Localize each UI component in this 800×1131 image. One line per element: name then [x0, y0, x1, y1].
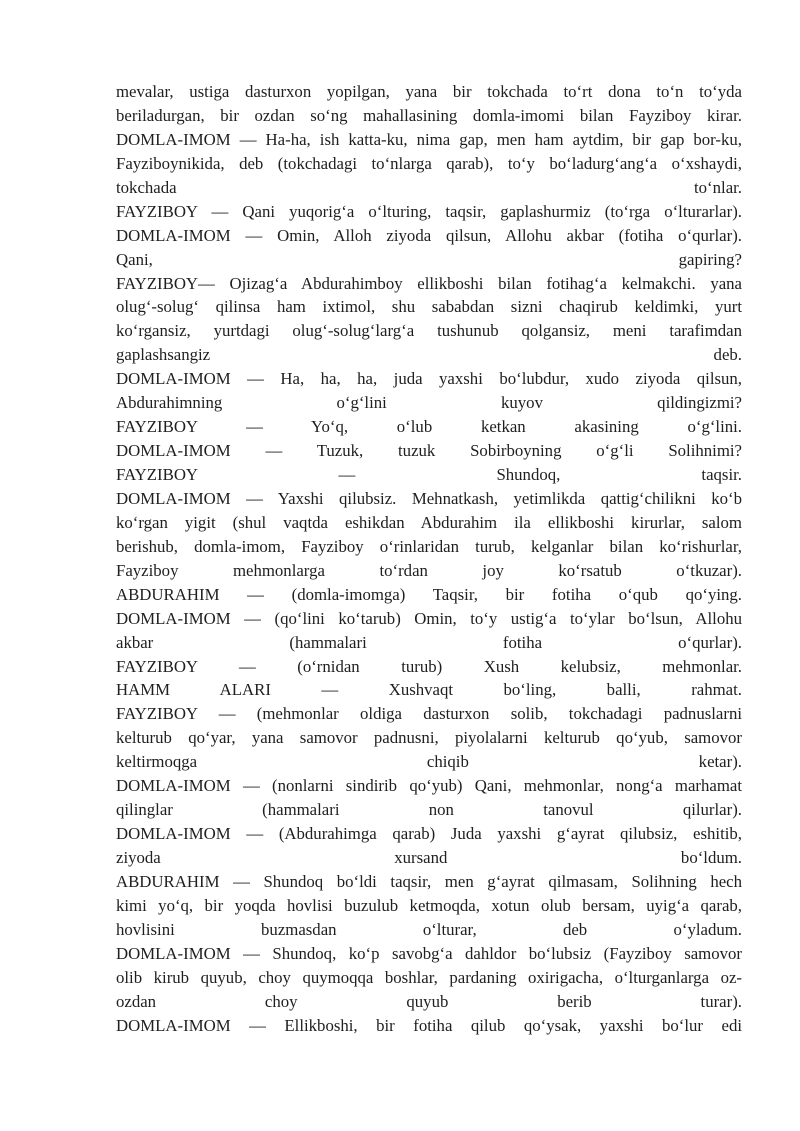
text-line: hovlisini buzmasdan o‘lturar, deb o‘yladum.: [116, 919, 742, 939]
text-line: gaplashsangiz deb.: [116, 345, 742, 365]
text-line: ziyoda xursand bo‘ldum.: [116, 848, 742, 867]
document-page: [116, 80, 742, 1038]
text-line: DOMLA-IMOM — Ha, ha, ha, juda yaxshi bo‘lubdur, xudo ziyoda qilsun,: [116, 369, 742, 389]
text-line: Fayziboynikida, deb (tokchadagi to‘nlarga qarab), to‘y bo‘ladurg‘ang‘a o‘xshaydi,: [116, 153, 742, 173]
text-line: ABDURAHIM — (domla-imomga) Taqsir, bir fotiha o‘qub qo‘ying.: [116, 584, 742, 604]
text-line: ozdan choy quyub berib turar).: [116, 991, 742, 1011]
text-line: DOMLA-IMOM — Shundoq, ko‘p savobg‘a dahldor bo‘lubsiz (Fayziboy samovor: [116, 943, 742, 963]
text-line: Qani, gapiring?: [116, 249, 742, 269]
text-line: akbar (hammalari fotiha o‘qurlar).: [116, 632, 742, 652]
text-line: kelturub qo‘yar, yana samovor padnusni, piyolalarni kelturub qo‘yub, samovor: [116, 728, 742, 748]
text-line: berishub, domla-imom, Fayziboy o‘rinlaridan turub, kelganlar bilan ko‘rishurlar,: [116, 536, 742, 556]
text-line: FAYZIBOY— Ojizag‘a Abdurahimboy ellikboshi bilan fotihag‘a kelmakchi. yana: [116, 273, 742, 293]
text-line: olug‘-solug‘ qilinsa ham ixtimol, shu sababdan sizni chaqirub keldimki, yurt: [116, 297, 742, 317]
text-line: DOMLA-IMOM — Yaxshi qilubsiz. Mehnatkash, yetimlikda qattig‘chilikni ko‘b: [116, 488, 742, 508]
text-line: DOMLA-IMOM — Ha-ha, ish katta-ku, nima gap, men ham aytdim, bir gap bor-ku,: [116, 129, 742, 149]
text-line: DOMLA-IMOM — Ellikboshi, bir fotiha qilub qo‘ysak, yaxshi bo‘lur edi: [116, 1015, 742, 1035]
text-line: HAMM ALARI — Xushvaqt bo‘ling, balli, rahmat.: [116, 680, 742, 700]
text-line: FAYZIBOY — (o‘rnidan turub) Xush kelubsiz, mehmonlar.: [116, 656, 742, 676]
text-line: ABDURAHIM — Shundoq bo‘ldi taqsir, men g‘ayrat qilmasam, Solihning hech: [116, 871, 742, 891]
text-line: FAYZIBOY — Shundoq, taqsir.: [116, 465, 742, 484]
text-line: qilinglar (hammalari non tanovul qilurlar).: [116, 800, 742, 820]
text-line: keltirmoqga chiqib ketar).: [116, 752, 742, 772]
text-line: kimi yo‘q, bir yoqda hovlisi buzulub ketmoqda, xotun olub bersam, uyig‘a qarab,: [116, 895, 742, 915]
text-line: Fayziboy mehmonlarga to‘rdan joy ko‘rsatub o‘tkuzar).: [116, 560, 742, 580]
text-line: DOMLA-IMOM — (Abdurahimga qarab) Juda yaxshi g‘ayrat qilubsiz, eshitib,: [116, 824, 742, 844]
text-line: FAYZIBOY — (mehmonlar oldiga dasturxon solib, tokchadagi padnuslarni: [116, 704, 742, 724]
text-line: Abdurahimning o‘g‘lini kuyov qildingizmi?: [116, 393, 742, 413]
text-line: mevalar, ustiga dasturxon yopilgan, yana bir tokchada to‘rt dona to‘n to‘yda: [116, 82, 742, 101]
text-line: DOMLA-IMOM — (nonlarni sindirib qo‘yub) Qani, mehmonlar, nong‘a marhamat: [116, 776, 742, 796]
text-line: DOMLA-IMOM — (qo‘lini ko‘tarub) Omin, to‘y ustig‘a to‘ylar bo‘lsun, Allohu: [116, 608, 742, 628]
text-line: DOMLA-IMOM — Tuzuk, tuzuk Sobirboyning o‘g‘li Solihnimi?: [116, 441, 742, 461]
text-line: FAYZIBOY — Yo‘q, o‘lub ketkan akasining o‘g‘lini.: [116, 417, 742, 437]
text-line: beriladurgan, bir ozdan so‘ng mahallasining domla-imomi bilan Fayziboy kirar.: [116, 105, 742, 125]
text-line: DOMLA-IMOM — Omin, Alloh ziyoda qilsun, Allohu akbar (fotiha o‘qurlar).: [116, 225, 742, 245]
text-line: olib kirub quyub, choy quymoqqa boshlar, pardaning oxirigacha, o‘lturganlarga oz-: [116, 967, 742, 987]
text-line: ko‘rgan yigit (shul vaqtda eshikdan Abdurahim ila ellikboshi kirurlar, salom: [116, 512, 742, 532]
text-line: tokchada to‘nlar.: [116, 177, 742, 197]
text-line: FAYZIBOY — Qani yuqorig‘a o‘lturing, taqsir, gaplashurmiz (to‘rga o‘lturarlar).: [116, 201, 742, 221]
text-line: ko‘rgansiz, yurtdagi olug‘-solug‘larg‘a tushunub qolgansiz, meni tarafimdan: [116, 321, 742, 341]
